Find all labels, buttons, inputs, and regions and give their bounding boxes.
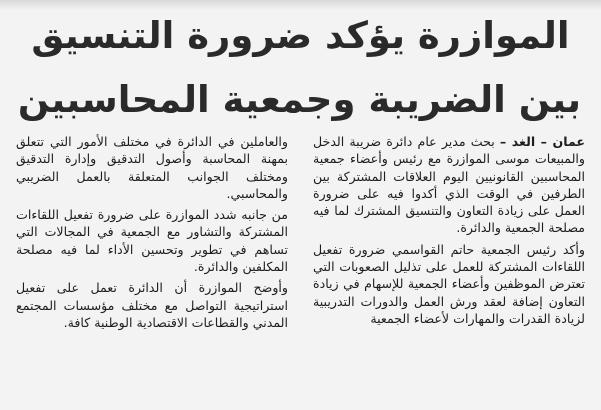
article-column-right xyxy=(313,133,585,331)
paragraph xyxy=(313,133,585,237)
paragraph: وأوضح الموازرة أن الدائرة تعمل على تفعيل استراتيجية التواصل مع مختلف مؤسسات المجتمع المدني والقطاعات الاقتصادية الوطنية كافة. xyxy=(16,280,288,330)
scan-edge-shadow xyxy=(0,0,601,10)
headline-line-2: بين الضريبة وجمعية المحاسبين xyxy=(17,78,581,121)
article-column-left xyxy=(16,133,288,335)
headline-line-1: الموازرة يؤكد ضرورة التنسيق xyxy=(31,14,570,57)
dateline: عمان – الغد – xyxy=(499,134,586,149)
paragraph: من جانبه شدد الموازرة على ضرورة تفعيل اللقاءات المشتركة والتشاور مع الجمعية في المجالات التي تساهم في تطوير وتحسين الأداء لما فيه مصلحة المكلفين والدائرة. xyxy=(16,207,288,275)
paragraph-text: بحث مدير عام دائرة ضريبة الدخل والمبيعات موسى الموازرة مع رئيس وأعضاء جمعية المحاسبين القانونيين اليوم العلاقات المشتركة بين الطرفين في الوقت الذي أكدوا فيه على ضرورة العمل على زيادة التعاون والتنسيق المشترك لما فيه مصلحة الجمعية والدائرة. xyxy=(313,134,585,236)
paragraph: والعاملين في الدائرة في مختلف الأمور التي تتعلق بمهنة المحاسبة وأصول التدقيق وإدارة التدقيق ومختلف الجوانب المتعلقة بالعمل الضريبي والمحاسبي. xyxy=(16,134,288,201)
paragraph: وأكد رئيس الجمعية حاتم القواسمي ضرورة تفعيل اللقاءات المشتركة للعمل على تذليل الصعوبات التي تعترض الموظفين وأعضاء الجمعية للإسهام في زيادة التعاون إضافة لعقد ورش العمل والدورات التدريبية لزيادة القدرات والمهارات لأعضاء الجمعية xyxy=(313,241,585,326)
